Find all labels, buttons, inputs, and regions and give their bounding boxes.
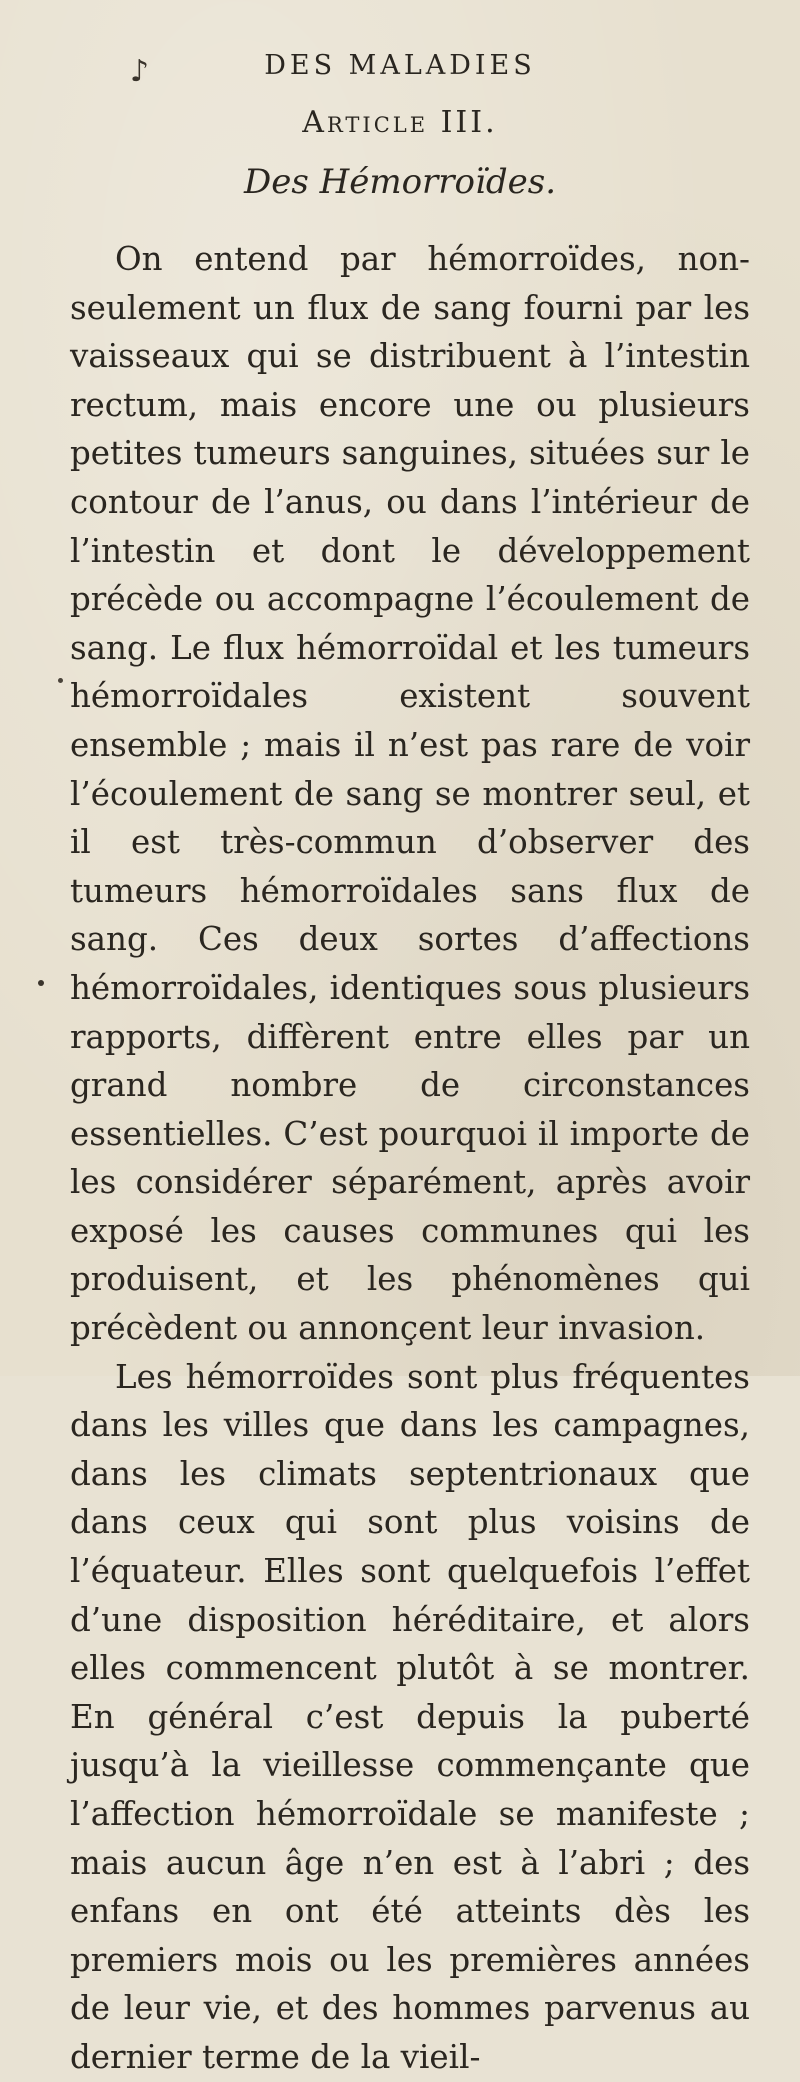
- running-header: DES MALADIES: [264, 50, 536, 81]
- section-subtitle: Des Hémorroïdes.: [243, 162, 557, 202]
- article-heading: Article III.: [302, 105, 498, 140]
- page-mark: ♪: [130, 54, 150, 89]
- ink-speck: [38, 980, 44, 986]
- ink-speck: [58, 678, 63, 683]
- paragraph-2: Les hémorroïdes sont plus fréquentes dans les villes que dans les campagnes, dans les climats septentrionaux que dans ceux qui sont plus voisins de l’équateur. Elles sont quelquefois l’effet d’une disposition héréditaire, et alors elles commencent plutôt à se montrer. En général c’est depuis la puberté jusqu’à la vieillesse commençante que l’affection hémorroïdale se manifeste ; mais aucun âge n’en est à l’abri ; des enfans en ont été atteints dès les premiers mois ou les premières années de leur vie, et des hommes parvenus au dernier terme de la vieil-: [70, 1357, 750, 2076]
- paragraph-1: On entend par hémorroïdes, non-seulement un flux de sang fourni par les vaisseaux qui se distribuent à l’intestin rectum, mais encore une ou plusieurs petites tumeurs sanguines, situées sur le contour de l’anus, ou dans l’intérieur de l’intestin et dont le développement précède ou accompagne l’écoulement de sang. Le flux hémorroïdal et les tumeurs hémorroïdales existent souvent ensemble ; mais il n’est pas rare de voir l’écoulement de sang se montrer seul, et il est très-commun d’observer des tumeurs hémorroïdales sans flux de sang. Ces deux sortes d’affections hémorroïdales, identiques sous plusieurs rapports, diffèrent entre elles par un grand nombre de circonstances essentielles. C’est pourquoi il importe de les considérer séparément, après avoir exposé les causes communes qui les produisent, et les phénomènes qui précèdent ou annonçent leur invasion.: [70, 240, 750, 1348]
- body-text: [70, 235, 750, 2082]
